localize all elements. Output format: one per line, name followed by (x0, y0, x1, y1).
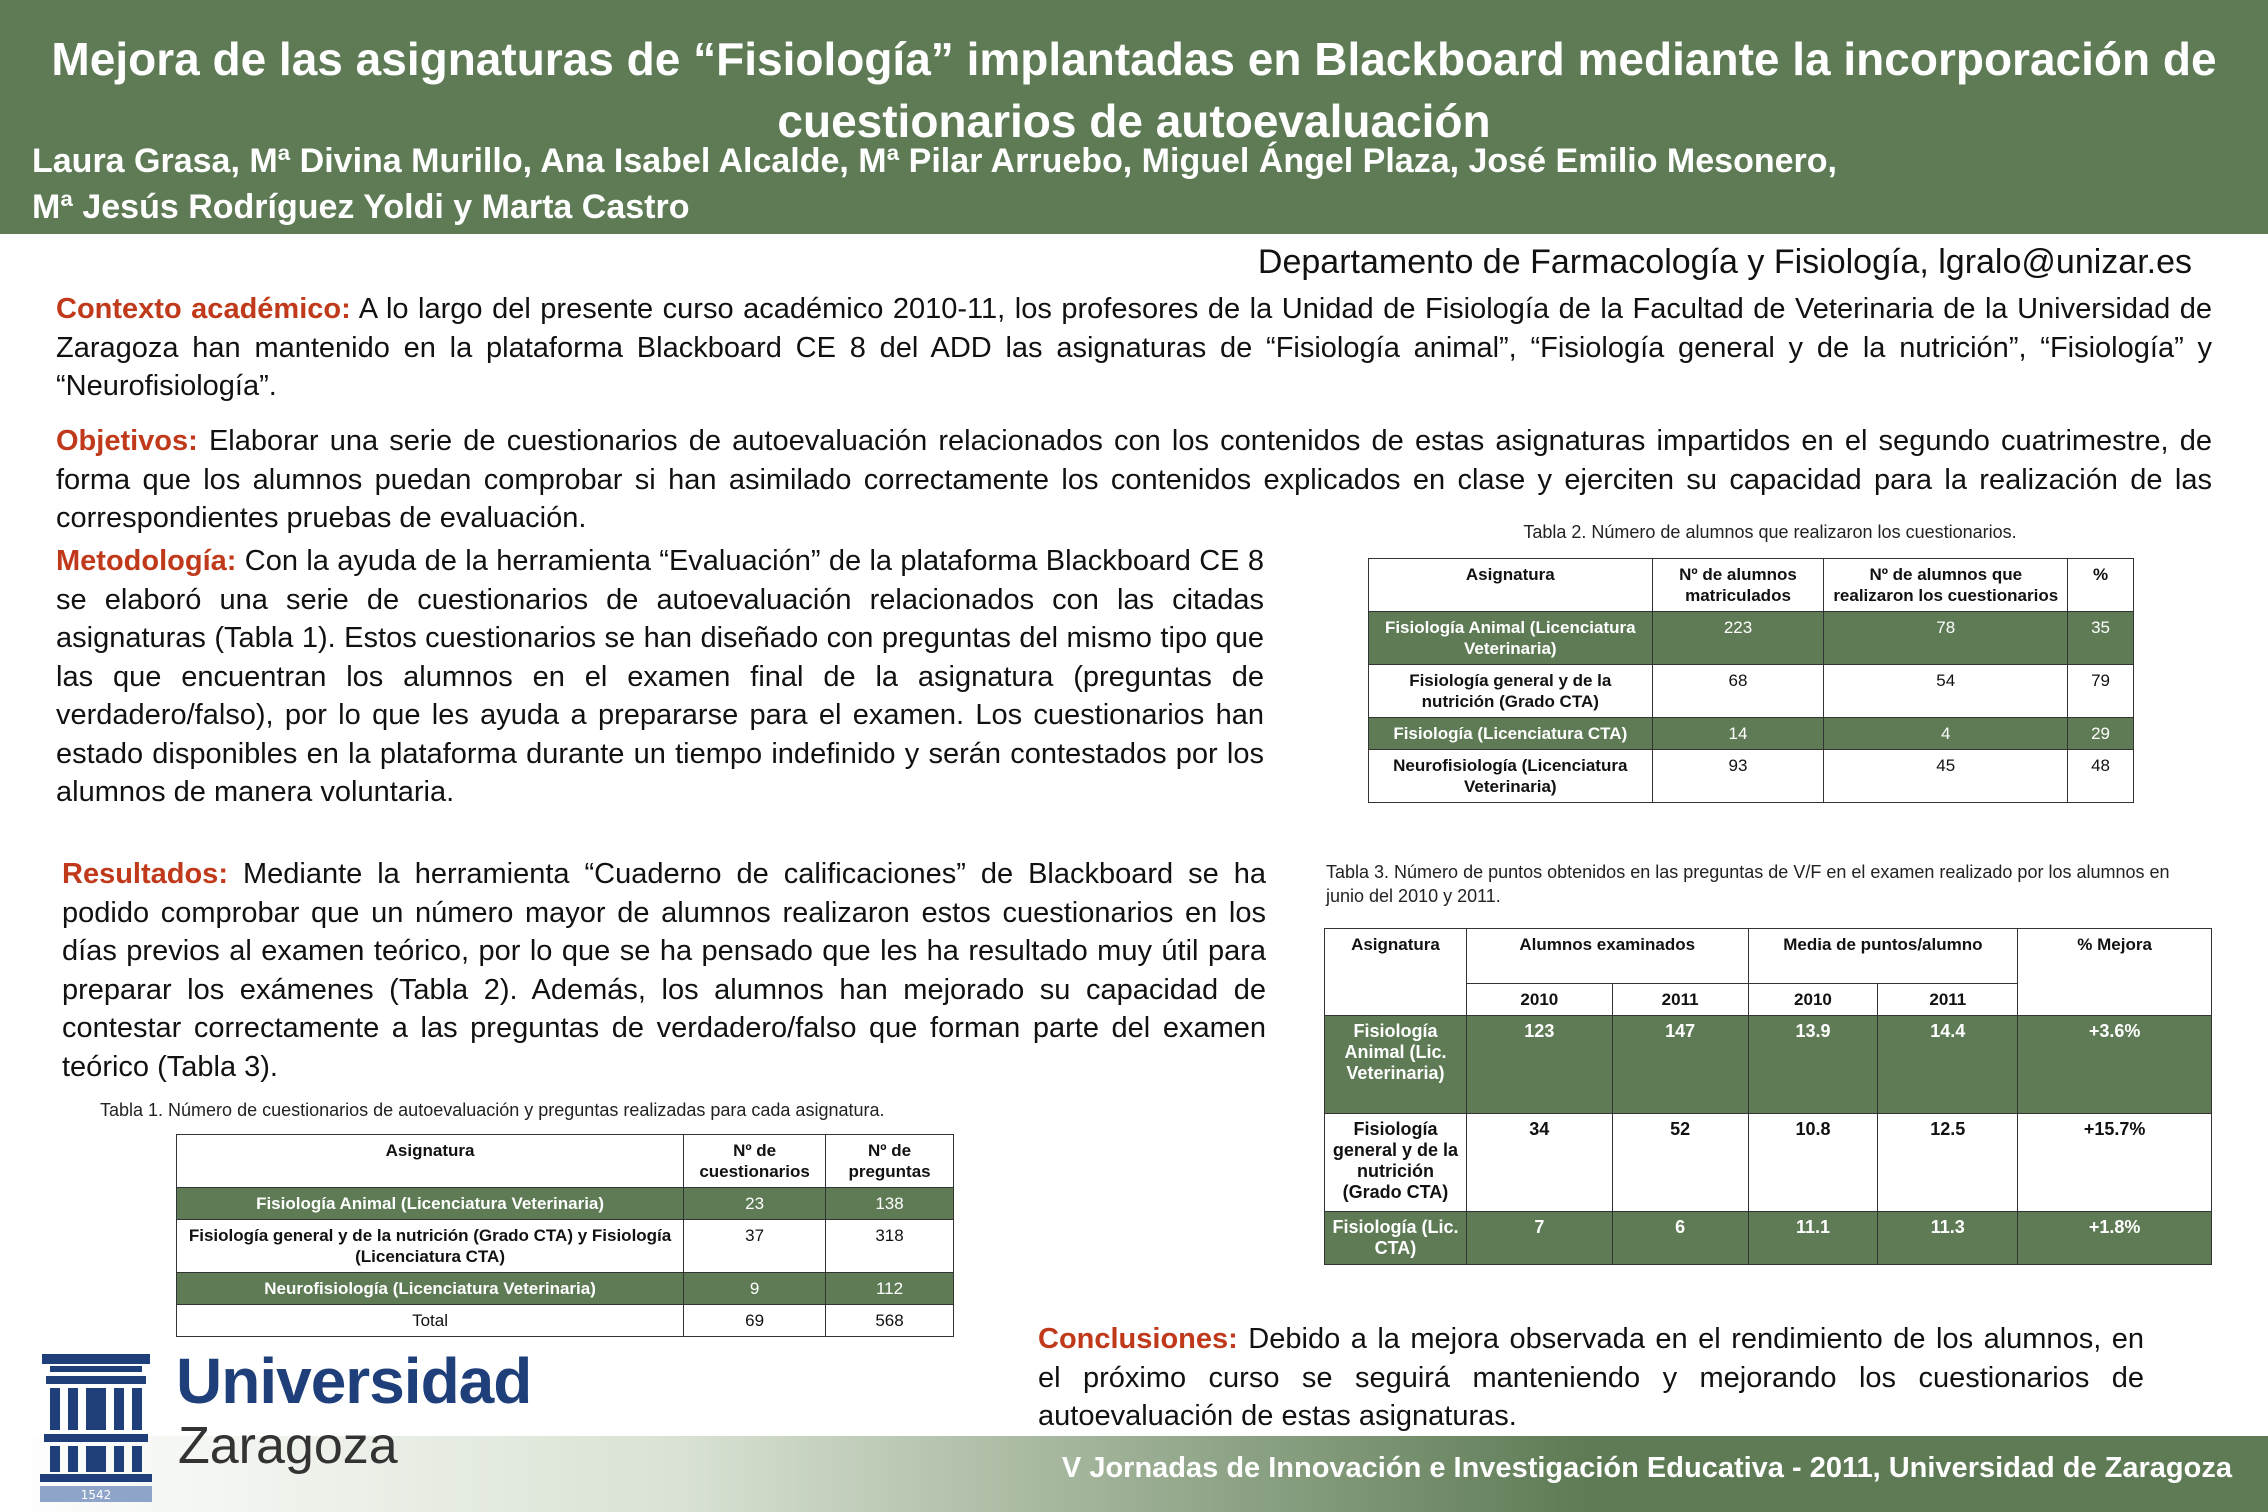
table2-header-row (1369, 559, 2134, 612)
department-affiliation: Departamento de Farmacología y Fisiología, lgralo@unizar.es (1257, 243, 2192, 281)
table1-header-cell: Nº de preguntas (826, 1135, 954, 1188)
table-cell: +15.7% (2018, 1114, 2212, 1212)
table-row (1369, 665, 2134, 718)
section-objetivos-text: Elaborar una serie de cuestionarios de autoevaluación relacionados con los contenidos de estas asignaturas impartidos en el segundo cuatrimestre, de forma que los alumnos puedan comprobar si han asimilado correctamente los contenidos explicados en clase y ejerciten su capacidad para la realización de las correspondientes pruebas de evaluación. (56, 425, 2212, 534)
table1-header-cell: Asignatura (177, 1135, 684, 1188)
table-cell: Fisiología Animal (Licenciatura Veterinaria) (1369, 612, 1653, 665)
table-row-total (177, 1305, 954, 1337)
poster-header (0, 0, 2268, 234)
university-building-icon (36, 1352, 156, 1502)
table-row (1369, 612, 2134, 665)
table-row (1369, 750, 2134, 803)
logo-city-text: Zaragoza (178, 1417, 398, 1475)
table3-header-cell: Asignatura (1325, 929, 1467, 1016)
table-cell: 45 (1824, 750, 2068, 803)
table-cell: Fisiología general y de la nutrición (Grado CTA) (1369, 665, 1653, 718)
table-row (177, 1188, 954, 1220)
authors-line-1: Laura Grasa, Mª Divina Murillo, Ana Isabel Alcalde, Mª Pilar Arruebo, Miguel Ángel Plaza, José Emilio Mesonero, (32, 142, 1837, 180)
section-resultados (62, 855, 1266, 1086)
table-cell: 23 (684, 1188, 826, 1220)
table-row (1325, 1212, 2212, 1265)
table-cell: 35 (2068, 612, 2134, 665)
table-cell: 11.1 (1748, 1212, 1878, 1265)
table-cell: 54 (1824, 665, 2068, 718)
table3 (1324, 928, 2212, 1265)
logo-year: 1542 (80, 1488, 112, 1502)
table-cell: Fisiología (Licenciatura CTA) (1369, 718, 1653, 750)
table3-subheader-cell: 2010 (1466, 984, 1612, 1016)
table-cell: 12.5 (1878, 1114, 2018, 1212)
table-cell: Total (177, 1305, 684, 1337)
table-cell: 4 (1824, 718, 2068, 750)
table-cell: +3.6% (2018, 1016, 2212, 1114)
table-cell: 48 (2068, 750, 2134, 803)
table-cell: 68 (1652, 665, 1824, 718)
table-row (1325, 1016, 2212, 1114)
table3-header-cell: Media de puntos/alumno (1748, 929, 2018, 984)
section-objetivos-heading: Objetivos: (56, 425, 198, 457)
table-cell: 138 (826, 1188, 954, 1220)
table2-caption: Tabla 2. Número de alumnos que realizaron los cuestionarios. (1523, 522, 2017, 542)
table-cell: 568 (826, 1305, 954, 1337)
authors-line-2: Mª Jesús Rodríguez Yoldi y Marta Castro (32, 188, 690, 226)
table-cell: 79 (2068, 665, 2134, 718)
section-resultados-heading: Resultados: (62, 858, 228, 890)
table1-header-cell: Nº de cuestionarios (684, 1135, 826, 1188)
table-cell: 69 (684, 1305, 826, 1337)
table-cell: Fisiología Animal (Lic. Veterinaria) (1325, 1016, 1467, 1114)
table2 (1368, 558, 2134, 803)
section-contexto-text: A lo largo del presente curso académico 2010-11, los profesores de la Unidad de Fisiología de la Facultad de Veterinaria de la Universidad de Zaragoza han mantenido en la plataforma Blackboard CE 8 del ADD las asignaturas de “Fisiología animal”, “Fisiología general y de la nutrición”, “Fisiología” y “Neurofisiología”. (56, 293, 2212, 402)
table-cell: 29 (2068, 718, 2134, 750)
table3-header-row (1325, 929, 2212, 984)
table-cell: 14.4 (1878, 1016, 2018, 1114)
table-cell: 37 (684, 1220, 826, 1273)
poster-title: Mejora de las asignaturas de “Fisiología” implantadas en Blackboard mediante la incorporación de cuestionarios de autoevaluación (51, 33, 2217, 147)
table-cell: 223 (1652, 612, 1824, 665)
table1-header-row (177, 1135, 954, 1188)
footer-text: V Jornadas de Innovación e Investigación Educativa - 2011, Universidad de Zaragoza (1061, 1452, 2232, 1484)
table-cell: 13.9 (1748, 1016, 1878, 1114)
table1-caption: Tabla 1. Número de cuestionarios de autoevaluación y preguntas realizadas para cada asignatura. (100, 1100, 885, 1120)
table-row (177, 1220, 954, 1273)
table2-header-cell: Asignatura (1369, 559, 1653, 612)
university-logo (36, 1345, 556, 1502)
table2-header-cell: Nº de alumnos matriculados (1652, 559, 1824, 612)
table-cell: 6 (1612, 1212, 1748, 1265)
section-contexto (56, 290, 2212, 406)
logo-brand-text: Universidad (176, 1345, 532, 1417)
table-row (1369, 718, 2134, 750)
table-cell: 7 (1466, 1212, 1612, 1265)
table2-header-cell: % (2068, 559, 2134, 612)
table-cell: 123 (1466, 1016, 1612, 1114)
table-cell: Fisiología Animal (Licenciatura Veterinaria) (177, 1188, 684, 1220)
section-metodologia-heading: Metodología: (56, 545, 237, 577)
table-cell: Fisiología (Lic. CTA) (1325, 1212, 1467, 1265)
table3-subheader-cell: 2011 (1878, 984, 2018, 1016)
table3-caption: Tabla 3. Número de puntos obtenidos en las preguntas de V/F en el examen realizado por los alumnos en junio del 2010 y 2011. (1326, 862, 2170, 906)
table-cell: Fisiología general y de la nutrición (Grado CTA) y Fisiología (Licenciatura CTA) (177, 1220, 684, 1273)
table-row (1325, 1114, 2212, 1212)
table3-subheader-cell: 2010 (1748, 984, 1878, 1016)
table-cell: 112 (826, 1273, 954, 1305)
section-metodologia-text: Con la ayuda de la herramienta “Evaluación” de la plataforma Blackboard CE 8 se elaboró una serie de cuestionarios de autoevaluación relacionados con las citadas asignaturas (Tabla 1). Estos cuestionarios se han diseñado con preguntas del mismo tipo que las que encuentran los alumnos en el examen final de la asignatura (preguntas de verdadero/falso), por lo que les ayuda a prepararse para el examen. Los cuestionarios han estado disponibles en la plataforma durante un tiempo indefinido y serán contestados por los alumnos de manera voluntaria. (56, 545, 1264, 808)
table-cell: 10.8 (1748, 1114, 1878, 1212)
table1 (176, 1134, 954, 1337)
section-contexto-heading: Contexto académico: (56, 293, 351, 325)
section-metodologia (56, 542, 1264, 812)
table-cell: 318 (826, 1220, 954, 1273)
table-cell: 52 (1612, 1114, 1748, 1212)
table3-header-cell: Alumnos examinados (1466, 929, 1748, 984)
section-resultados-text: Mediante la herramienta “Cuaderno de calificaciones” de Blackboard se ha podido comprobar que un número mayor de alumnos realizaron estos cuestionarios en los días previos al examen teórico, por lo que se ha pensado que les ha resultado muy útil para preparar los exámenes (Tabla 2). Además, los alumnos han mejorado su capacidad de contestar correctamente a las preguntas de verdadero/falso que forman parte del examen teórico (Tabla 3). (62, 858, 1266, 1083)
table-cell: 147 (1612, 1016, 1748, 1114)
table-cell: +1.8% (2018, 1212, 2212, 1265)
table-cell: Fisiología general y de la nutrición (Grado CTA) (1325, 1114, 1467, 1212)
table-cell: 11.3 (1878, 1212, 2018, 1265)
table-cell: Neurofisiología (Licenciatura Veterinaria) (1369, 750, 1653, 803)
section-conclusiones (1038, 1320, 2144, 1436)
table-cell: 34 (1466, 1114, 1612, 1212)
table3-subheader-cell: 2011 (1612, 984, 1748, 1016)
section-conclusiones-heading: Conclusiones: (1038, 1323, 1238, 1355)
authors (32, 138, 2232, 230)
table-cell: 93 (1652, 750, 1824, 803)
table2-header-cell: Nº de alumnos que realizaron los cuestionarios (1824, 559, 2068, 612)
table-cell: 78 (1824, 612, 2068, 665)
table-row (177, 1273, 954, 1305)
table-cell: Neurofisiología (Licenciatura Veterinaria) (177, 1273, 684, 1305)
table-cell: 9 (684, 1273, 826, 1305)
section-conclusiones-text: Debido a la mejora observada en el rendimiento de los alumnos, en el próximo curso se seguirá manteniendo y mejorando los cuestionarios de autoevaluación de estas asignaturas. (1038, 1323, 2144, 1432)
table-cell: 14 (1652, 718, 1824, 750)
table3-header-cell: % Mejora (2018, 929, 2212, 1016)
